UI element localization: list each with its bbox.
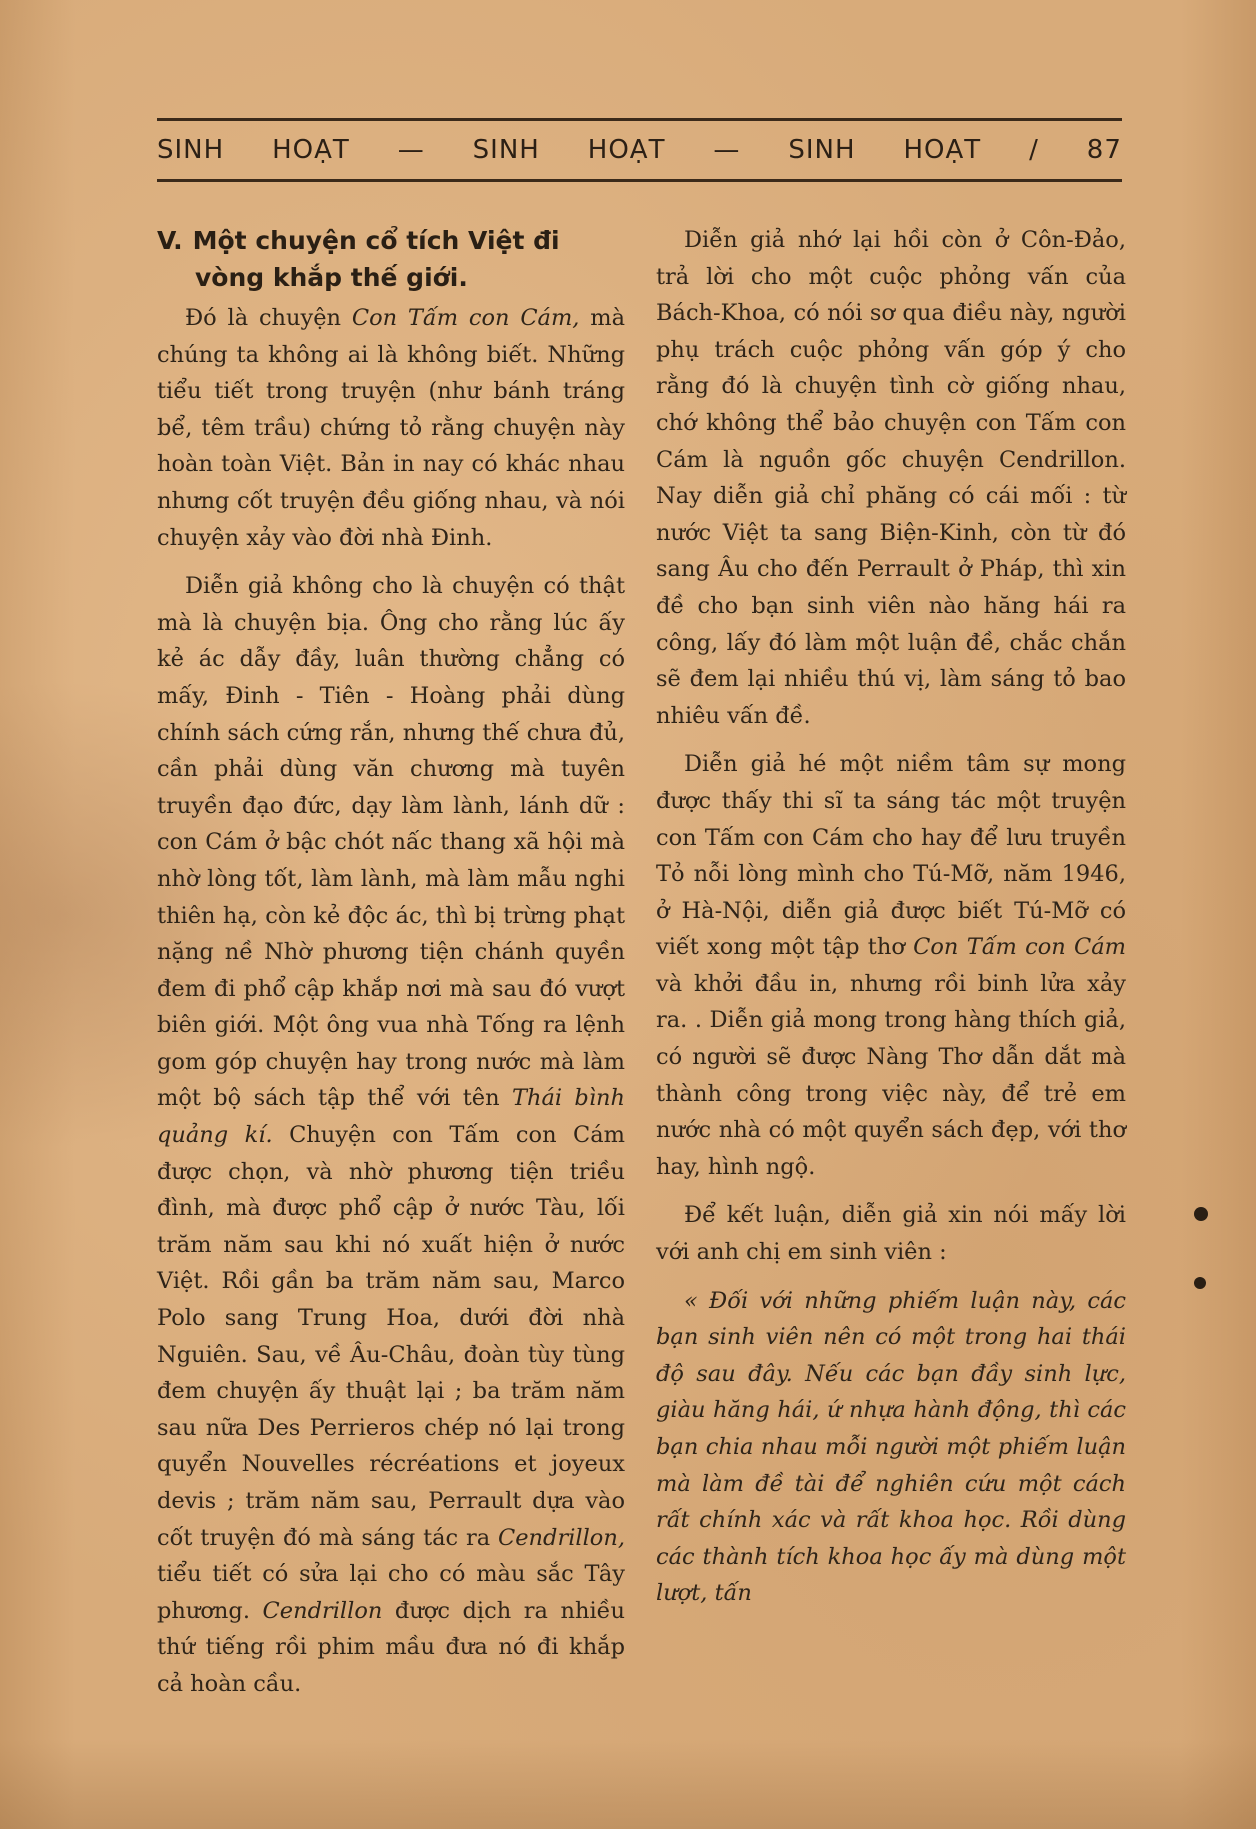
text-run: Chuyện con Tấm con Cám được chọn, và nhờ phương tiện triều đình, mà được phổ cập ở nước Tàu, lối trăm năm sau khi nó xuất hiện ở nước Việt. Rồi gần ba trăm năm sau, Marco Polo sang Trung Hoa, dưới đời nhà Nguiên. Sau, về Âu-Châu, đoàn tùy tùng đem chuyện ấy thuật lại ; ba trăm năm sau nữa Des Perrieros chép nó lại trong quyển Nouvelles récréations et joyeux devis ; trăm năm sau, Perrault dựa vào cốt truyện đó mà sáng tác ra [157,1122,625,1551]
header-word: HOẠT [272,135,350,165]
header-word: SINH [157,135,225,165]
poetry-title: Con Tấm con Cám [913,934,1126,961]
text-run: Diễn giả hé một niềm tâm sự mong được thấy thi sĩ ta sáng tác một truyện con Tấm con Cám cho hay để lưu truyền Tỏ nỗi lòng mình cho Tú-Mỡ, năm 1946, ở Hà-Nội, diễn giả được biết Tú-Mỡ có viết xong một tập thơ [656,751,1126,961]
paragraph: Diễn giả nhớ lại hồi còn ở Côn-Đảo, trả lời cho một cuộc phỏng vấn của Bách-Khoa, có nói sơ qua điều này, người phụ trách cuộc phỏng vấn góp ý cho rằng đó là chuyện tình cờ giống nhau, chớ không thể bảo chuyện con Tấm con Cám là nguồn gốc chuyện Cendrillon. Nay diễn giả chỉ phăng có cái mối : từ nước Việt ta sang Biện-Kinh, còn từ đó sang Âu cho đến Perrault ở Pháp, thì xin đề cho bạn sinh viên nào hăng hái ra công, lấy đó làm một luận đề, chắc chắn sẽ đem lại nhiều thú vị, làm sáng tỏ bao nhiêu vấn đề. [656,227,1126,729]
quotation-paragraph: « Đối với những phiếm luận này, các bạn sinh viên nên có một trong hai thái độ sau đây. Nếu các bạn đầy sinh lực, giàu hăng hái, ứ nhựa hành động, thì các bạn chia nhau mỗi người một phiếm luận mà làm đề tài để nghiên cứu một cách rất chính xác và rất khoa học. Rồi dùng các thành tích khoa học ấy mà dùng một lượt, tấn [656,1287,1126,1607]
ink-spot [1194,1207,1208,1221]
text-run: Đó là chuyện [185,305,352,331]
paragraph [157,568,625,1702]
story-title: Con Tấm con Cám, [351,305,580,331]
paragraph: Để kết luận, diễn giả xin nói mấy lời với anh chị em sinh viên : [656,1202,1126,1266]
paragraph [656,746,1126,1185]
section-number: V. [157,226,183,255]
header-slash: / [1029,135,1039,165]
header-word: HOẠT [903,135,982,165]
text-run: được dịch ra nhiều thứ tiếng rồi phim mầu đưa nó đi khắp cả hoàn cầu. [157,1597,625,1697]
paragraph [157,300,625,556]
header-dash: — [397,135,425,165]
section-title-line1: Một chuyện cổ tích Việt đi [192,226,560,255]
page-number: 87 [1086,135,1122,165]
running-header [157,118,1122,182]
story-title: Cendrillon, [498,1524,625,1551]
header-dash: — [713,135,741,165]
text-run: tiểu tiết có sửa lại cho có màu sắc Tây phương. [157,1561,625,1624]
story-title: Cendrillon [262,1597,383,1624]
left-column [157,222,625,1715]
header-word: SINH [472,135,540,165]
text-run: mà chúng ta không ai là không biết. Những tiểu tiết trong truyện (như bánh tráng bể, têm trầu) chứng tỏ rằng chuyện này hoàn toàn Việt. Bản in nay có khác nhau nhưng cốt truyện đều giống nhau, và nói chuyện xảy vào đời nhà Đinh. [157,305,625,551]
text-run: và khởi đầu in, nhưng rồi binh lửa xảy ra. . Diễn giả mong trong hàng thích giả, có người sẽ được Nàng Thơ dẫn dắt mà thành công trong việc này, để trẻ em nước nhà có một quyển sách đẹp, với thơ hay, hình ngộ. [656,970,1126,1180]
section-title-line2: vòng khắp thế giới. [195,263,468,292]
book-title: Thái bình quảng kí. [157,1085,625,1149]
header-word: HOẠT [587,135,666,165]
header-word: SINH [788,135,856,165]
right-column [656,222,1126,1624]
section-heading [157,222,625,296]
text-run: Diễn giả không cho là chuyện có thật mà là chuyện bịa. Ông cho rằng lúc ấy kẻ ác dẫy đầy, luân thường chẳng có mấy, Đinh - Tiên - Hoàng phải dùng chính sách cứng rắn, nhưng thế chưa đủ, cần phải dùng văn chương mà tuyên truyền đạo đức, dạy làm lành, lánh dữ : con Cám ở bậc chót nấc thang xã hội mà nhờ lòng tốt, làm lành, mà làm mẫu nghi thiên hạ, còn kẻ độc ác, thì bị trừng phạt nặng nề Nhờ phương tiện chánh quyền đem đi phổ cập khắp nơi mà sau đó vượt biên giới. Một ông vua nhà Tống ra lệnh gom góp chuyện hay trong nước mà làm một bộ sách tập thể với tên [157,573,625,1112]
ink-spot [1194,1277,1206,1289]
